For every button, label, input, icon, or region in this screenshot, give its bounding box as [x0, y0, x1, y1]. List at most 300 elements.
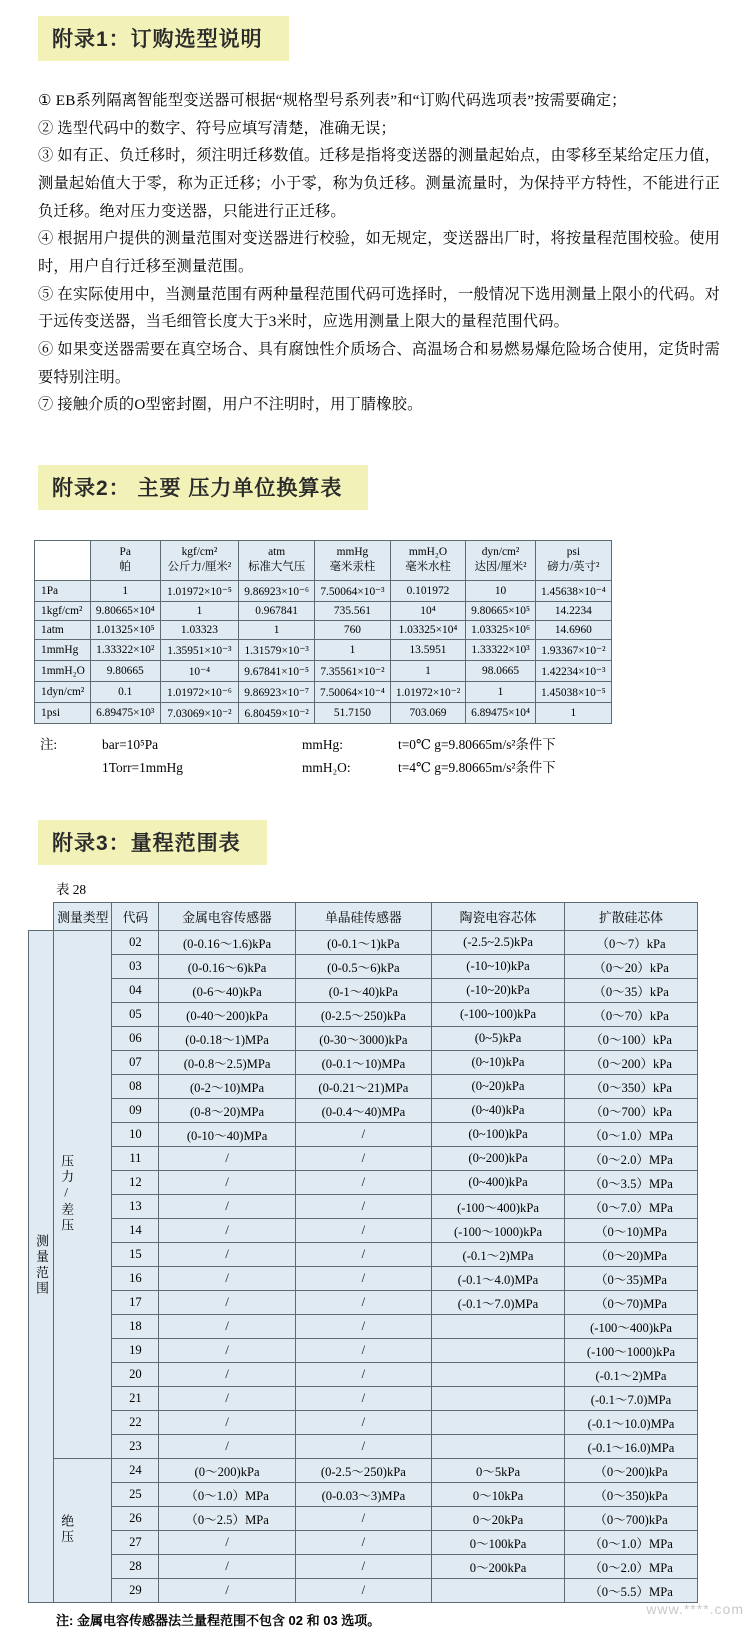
- cell: 1.31579×10⁻³: [239, 639, 315, 660]
- cell-code: 17: [112, 1290, 159, 1314]
- cell-code: 27: [112, 1530, 159, 1554]
- header-line1: atm: [268, 545, 286, 558]
- table-row: [29, 1482, 698, 1506]
- cell-ceramic: (-100～1000)kPa: [432, 1218, 565, 1242]
- cell-code: 26: [112, 1506, 159, 1530]
- cell-metal: /: [159, 1362, 295, 1386]
- cell-diffused: （0～700)kPa: [565, 1506, 698, 1530]
- cell-diffused: （0～200)kPa: [565, 1458, 698, 1482]
- table-row: [29, 1554, 698, 1578]
- appendix2-heading-wrap: [0, 419, 754, 510]
- cell: 1.03325×10⁶: [466, 620, 536, 639]
- appendix1-paragraph: ⑦ 接触介质的O型密封圈，用户不注明时，用丁腈橡胶。: [38, 396, 423, 414]
- cell: 1: [90, 580, 160, 601]
- cell-diffused: （0～5.5）MPa: [565, 1578, 698, 1602]
- cell: 1.01972×10⁻²: [390, 681, 465, 702]
- cell-ceramic: (0~100)kPa: [432, 1122, 565, 1146]
- cell: 51.7150: [315, 702, 391, 723]
- note-bar: bar=10⁵Pa: [102, 736, 159, 752]
- cell-code: 03: [112, 954, 159, 978]
- cell-mono: (0-0.4～40)MPa: [295, 1098, 431, 1122]
- cell-metal: (0～200)kPa: [159, 1458, 295, 1482]
- cell-code: 25: [112, 1482, 159, 1506]
- cell: 0.101972: [390, 580, 465, 601]
- appendix1-heading-wrap: [0, 0, 754, 61]
- cell-diffused: (-100～1000)kPa: [565, 1338, 698, 1362]
- pressure-unit-conversion-table: [34, 540, 612, 724]
- cell-code: 28: [112, 1554, 159, 1578]
- table-row: [29, 1146, 698, 1170]
- cell: 6.89475×10³: [90, 702, 160, 723]
- cell-code: 09: [112, 1098, 159, 1122]
- table-row: [29, 1458, 698, 1482]
- cell-diffused: （0～70)MPa: [565, 1290, 698, 1314]
- cell-code: 24: [112, 1458, 159, 1482]
- table-row: [29, 1338, 698, 1362]
- cell-ceramic: [432, 1362, 565, 1386]
- cell-ceramic: 0～200kPa: [432, 1554, 565, 1578]
- note-label: [40, 756, 102, 779]
- cell-code: 22: [112, 1410, 159, 1434]
- cell: 0.1: [90, 681, 160, 702]
- cell-mono: /: [295, 1266, 431, 1290]
- appendix3-heading: 附录3：量程范围表: [38, 820, 267, 865]
- table-row: [35, 580, 612, 601]
- note-row: [40, 733, 754, 756]
- cell: 1: [535, 702, 611, 723]
- cell-mono: /: [295, 1314, 431, 1338]
- cell-diffused: （0～20)MPa: [565, 1242, 698, 1266]
- cell-ceramic: (-0.1～7.0)MPa: [432, 1290, 565, 1314]
- cell-mono: /: [295, 1362, 431, 1386]
- cell-code: 11: [112, 1146, 159, 1170]
- cell: 7.50064×10⁻³: [315, 580, 391, 601]
- subgroup-label-absolute-pressure: [54, 1458, 112, 1602]
- table-row: [29, 1218, 698, 1242]
- cell-diffused: （0～35)MPa: [565, 1266, 698, 1290]
- group-label-measuring-range: [29, 930, 54, 1602]
- header-line1: psi: [566, 545, 580, 558]
- cell: 10: [466, 580, 536, 601]
- cell: 1.33322×10³: [466, 639, 536, 660]
- cell-metal: /: [159, 1266, 295, 1290]
- cell: 1.45038×10⁻⁵: [535, 681, 611, 702]
- cell: 1: [390, 660, 465, 681]
- header-line1: Pa: [119, 545, 131, 558]
- cell-mono: (0-2.5～250)kPa: [295, 1458, 431, 1482]
- cell-metal: (0-2～10)MPa: [159, 1074, 295, 1098]
- cell-metal: /: [159, 1194, 295, 1218]
- cell: 1: [315, 639, 391, 660]
- cell-mono: /: [295, 1530, 431, 1554]
- cell-mono: (0-1～40)kPa: [295, 978, 431, 1002]
- cell-diffused: （0～1.0）MPa: [565, 1530, 698, 1554]
- note-torr: 1Torr=1mmHg: [102, 760, 183, 776]
- cell-diffused: (-0.1～10.0)MPa: [565, 1410, 698, 1434]
- cell: 1.03325×10⁴: [390, 620, 465, 639]
- cell-mono: (0-2.5～250)kPa: [295, 1002, 431, 1026]
- header-cell-kgfcm2: [160, 540, 239, 580]
- cell: 9.80665×10⁴: [90, 601, 160, 620]
- header-metal-capacitive-sensor: 金属电容传感器: [159, 902, 295, 930]
- header-line2: 达因/厘米²: [474, 561, 527, 574]
- header-code: 代码: [112, 902, 159, 930]
- note-condition: t=4℃ g=9.80665m/s²条件下: [398, 760, 556, 776]
- appendix1-paragraph: ③ 如有正、负迁移时，须注明迁移数值。迁移是指将变送器的测量起始点，由零移至某给定压力值，测量起始值大于零，称为正迁移；小于零，称为负迁移。测量流量时，为保持平方特性，不能进行正负迁移。绝对压力变送器，只能进行正迁移。: [38, 147, 720, 220]
- header-cell-dyncm2: [466, 540, 536, 580]
- cell-mono: /: [295, 1122, 431, 1146]
- cell-mono: /: [295, 1554, 431, 1578]
- cell: 0.967841: [239, 601, 315, 620]
- cell: 9.80665: [90, 660, 160, 681]
- cell-metal: /: [159, 1386, 295, 1410]
- cell-ceramic: (0~40)kPa: [432, 1098, 565, 1122]
- cell: 10⁴: [390, 601, 465, 620]
- cell-mono: /: [295, 1290, 431, 1314]
- header-cell-mmhg: [315, 540, 391, 580]
- table-row: [29, 1530, 698, 1554]
- cell-mono: (0-0.5～6)kPa: [295, 954, 431, 978]
- cell-code: 13: [112, 1194, 159, 1218]
- cell: 1.45638×10⁻⁴: [535, 580, 611, 601]
- table-row: [29, 1098, 698, 1122]
- table-row: [29, 1362, 698, 1386]
- table-row: [29, 1386, 698, 1410]
- cell: 1.03323: [160, 620, 239, 639]
- cell-code: 02: [112, 930, 159, 954]
- row-label: 1dyn/cm²: [35, 681, 91, 702]
- table-row: [35, 681, 612, 702]
- cell-code: 14: [112, 1218, 159, 1242]
- cell-metal: /: [159, 1170, 295, 1194]
- cell: 1.93367×10⁻²: [535, 639, 611, 660]
- appendix1-body: [0, 61, 754, 419]
- cell-metal: /: [159, 1434, 295, 1458]
- appendix1-paragraph: ⑤ 在实际使用中，当测量范围有两种量程范围代码可选择时，一般情况下选用测量上限小的代码。对于远传变送器，当毛细管长度大于3米时，应选用测量上限大的量程范围代码。: [38, 285, 720, 331]
- cell-ceramic: (0~200)kPa: [432, 1146, 565, 1170]
- cell-mono: /: [295, 1578, 431, 1602]
- cell-diffused: (-0.1～7.0)MPa: [565, 1386, 698, 1410]
- table-row: [29, 978, 698, 1002]
- header-cell-atm: [239, 540, 315, 580]
- cell: 6.80459×10⁻²: [239, 702, 315, 723]
- table-header-row: [35, 540, 612, 580]
- header-line1: mmHg: [336, 545, 369, 558]
- cell-diffused: （0～1.0）MPa: [565, 1122, 698, 1146]
- appendix1-paragraph: ⑥ 如果变送器需要在真空场合、具有腐蚀性介质场合、高温场合和易燃易爆危险场合使用，定货时需要特别注明。: [38, 340, 720, 386]
- cell-ceramic: [432, 1314, 565, 1338]
- header-line2: 帕: [119, 561, 131, 574]
- cell-metal: /: [159, 1290, 295, 1314]
- cell-code: 05: [112, 1002, 159, 1026]
- cell-code: 29: [112, 1578, 159, 1602]
- cell-metal: （0～1.0）MPa: [159, 1482, 295, 1506]
- note-unit: mmHg:: [302, 736, 343, 752]
- cell: 7.35561×10⁻²: [315, 660, 391, 681]
- table-row: [35, 601, 612, 620]
- table-row: [29, 1122, 698, 1146]
- header-ceramic-capacitive-core: 陶瓷电容芯体: [432, 902, 565, 930]
- table-row: [35, 639, 612, 660]
- conversion-notes: [0, 724, 754, 780]
- row-label: 1atm: [35, 620, 91, 639]
- cell: 14.6960: [535, 620, 611, 639]
- table-row: [29, 1050, 698, 1074]
- appendix1-heading: 附录1：订购选型说明: [38, 16, 289, 61]
- cell-ceramic: [432, 1578, 565, 1602]
- cell-mono: /: [295, 1170, 431, 1194]
- table-row: [29, 1578, 698, 1602]
- table-header-row: [29, 902, 698, 930]
- cell: 9.67841×10⁻⁵: [239, 660, 315, 681]
- table-row: [29, 1314, 698, 1338]
- appendix3-heading-wrap: [0, 780, 754, 865]
- cell-mono: (0-0.03～3)MPa: [295, 1482, 431, 1506]
- cell-metal: (0-6～40)kPa: [159, 978, 295, 1002]
- cell: 7.50064×10⁻⁴: [315, 681, 391, 702]
- note-row: [40, 756, 754, 779]
- cell-diffused: （0～700）kPa: [565, 1098, 698, 1122]
- cell-ceramic: [432, 1386, 565, 1410]
- header-monosilicon-sensor: 单晶硅传感器: [295, 902, 431, 930]
- cell-metal: /: [159, 1530, 295, 1554]
- table-row: [29, 1506, 698, 1530]
- cell-mono: /: [295, 1506, 431, 1530]
- cell-ceramic: (0~400)kPa: [432, 1170, 565, 1194]
- cell: 14.2234: [535, 601, 611, 620]
- cell-diffused: (-100～400)kPa: [565, 1314, 698, 1338]
- cell: 13.5951: [390, 639, 465, 660]
- cell-code: 12: [112, 1170, 159, 1194]
- cell-mono: /: [295, 1146, 431, 1170]
- subgroup-label-text: 绝压: [59, 1514, 74, 1546]
- cell-diffused: （0～2.0）MPa: [565, 1554, 698, 1578]
- subgroup-label-pressure-differential: [54, 930, 112, 1458]
- cell-code: 19: [112, 1338, 159, 1362]
- cell-code: 08: [112, 1074, 159, 1098]
- range-table-footnote: 注: 金属电容传感器法兰量程范围不包含 02 和 03 选项。: [56, 1612, 381, 1628]
- cell-ceramic: (-10~10)kPa: [432, 954, 565, 978]
- cell: 9.86923×10⁻⁶: [239, 580, 315, 601]
- cell-mono: /: [295, 1242, 431, 1266]
- cell-diffused: （0～350)kPa: [565, 1482, 698, 1506]
- cell-ceramic: (-0.1～4.0)MPa: [432, 1266, 565, 1290]
- cell-mono: /: [295, 1338, 431, 1362]
- cell-code: 04: [112, 978, 159, 1002]
- cell-diffused: （0～20）kPa: [565, 954, 698, 978]
- cell-metal: （0～2.5）MPa: [159, 1506, 295, 1530]
- cell-diffused: （0～2.0）MPa: [565, 1146, 698, 1170]
- cell-code: 21: [112, 1386, 159, 1410]
- row-label: 1mmH₂O: [35, 660, 91, 681]
- header-line2: 毫米水柱: [405, 561, 451, 574]
- cell-ceramic: [432, 1338, 565, 1362]
- cell-metal: (0-0.8～2.5)MPa: [159, 1050, 295, 1074]
- cell-metal: /: [159, 1314, 295, 1338]
- cell-diffused: （0～350）kPa: [565, 1074, 698, 1098]
- table-row: [29, 1242, 698, 1266]
- cell: 1.01972×10⁻⁶: [160, 681, 239, 702]
- cell-ceramic: 0～20kPa: [432, 1506, 565, 1530]
- cell-mono: (0-30～3000)kPa: [295, 1026, 431, 1050]
- row-label: 1kgf/cm²: [35, 601, 91, 620]
- header-line1: dyn/cm²: [481, 545, 520, 558]
- row-label: 1psi: [35, 702, 91, 723]
- cell: 1: [239, 620, 315, 639]
- cell-ceramic: [432, 1410, 565, 1434]
- cell-mono: /: [295, 1410, 431, 1434]
- cell-metal: /: [159, 1578, 295, 1602]
- cell-diffused: （0～7）kPa: [565, 930, 698, 954]
- cell: 10⁻⁴: [160, 660, 239, 681]
- group-label-text: 测量范围: [33, 1234, 48, 1298]
- appendix1-paragraph: ① EB系列隔离智能型变送器可根据“规格型号系列表”和“订购代码选项表”按需要确定；: [38, 92, 627, 109]
- table-row: [29, 1026, 698, 1050]
- cell-metal: (0-0.18～1)MPa: [159, 1026, 295, 1050]
- cell-metal: (0-10～40)MPa: [159, 1122, 295, 1146]
- row-label: 1Pa: [35, 580, 91, 601]
- cell: 1: [466, 681, 536, 702]
- cell: 6.89475×10⁴: [466, 702, 536, 723]
- cell: 1.42234×10⁻³: [535, 660, 611, 681]
- conversion-table-wrap: [0, 510, 754, 724]
- table-row: [29, 1266, 698, 1290]
- appendix1-paragraph: ④ 根据用户提供的测量范围对变送器进行校验，如无规定，变送器出厂时，将按量程范围校验。使用时，用户自行迁移至测量范围。: [38, 230, 720, 275]
- table-row: [29, 1002, 698, 1026]
- cell-diffused: （0～35）kPa: [565, 978, 698, 1002]
- cell-metal: /: [159, 1554, 295, 1578]
- cell-ceramic: (-10~20)kPa: [432, 978, 565, 1002]
- header-cell-pa: [90, 540, 160, 580]
- cell: 98.0665: [466, 660, 536, 681]
- cell-code: 10: [112, 1122, 159, 1146]
- cell-metal: /: [159, 1242, 295, 1266]
- cell-diffused: (-0.1～2)MPa: [565, 1362, 698, 1386]
- header-measure-type: 测量类型: [54, 902, 112, 930]
- watermark-text: www.****.com: [646, 1600, 744, 1617]
- table-row: [29, 954, 698, 978]
- cell: 9.80665×10⁵: [466, 601, 536, 620]
- cell: 1.01325×10⁵: [90, 620, 160, 639]
- table-row: [29, 1194, 698, 1218]
- cell-ceramic: (0~10)kPa: [432, 1050, 565, 1074]
- cell-ceramic: (-2.5~2.5)kPa: [432, 930, 565, 954]
- table-row: [29, 1434, 698, 1458]
- cell: 760: [315, 620, 391, 639]
- table-row: [35, 660, 612, 681]
- cell-code: 06: [112, 1026, 159, 1050]
- note-condition: t=0℃ g=9.80665m/s²条件下: [398, 736, 556, 752]
- cell-mono: /: [295, 1218, 431, 1242]
- cell-metal: /: [159, 1146, 295, 1170]
- cell-code: 20: [112, 1362, 159, 1386]
- table-row: [29, 1170, 698, 1194]
- cell-mono: (0-0.1～10)MPa: [295, 1050, 431, 1074]
- cell-ceramic: 0～5kPa: [432, 1458, 565, 1482]
- cell-diffused: （0～100）kPa: [565, 1026, 698, 1050]
- cell: 7.03069×10⁻²: [160, 702, 239, 723]
- cell: 1.33322×10²: [90, 639, 160, 660]
- cell-code: 18: [112, 1314, 159, 1338]
- cell-metal: (0-40～200)kPa: [159, 1002, 295, 1026]
- table-row: [29, 1074, 698, 1098]
- header-line2: 磅力/英寸²: [547, 561, 600, 574]
- cell: 1: [160, 601, 239, 620]
- cell: 1.35951×10⁻³: [160, 639, 239, 660]
- header-line2: 标准大气压: [248, 561, 306, 574]
- cell-diffused: （0～70）kPa: [565, 1002, 698, 1026]
- cell-diffused: (-0.1～16.0)MPa: [565, 1434, 698, 1458]
- cell-mono: /: [295, 1194, 431, 1218]
- cell-code: 15: [112, 1242, 159, 1266]
- subgroup-label-text: 压力/差压: [59, 1153, 74, 1235]
- cell-ceramic: (-0.1～2)MPa: [432, 1242, 565, 1266]
- cell-metal: (0-0.16～6)kPa: [159, 954, 295, 978]
- header-diffused-silicon-core: 扩散硅芯体: [565, 902, 698, 930]
- cell-mono: /: [295, 1386, 431, 1410]
- row-label: 1mmHg: [35, 639, 91, 660]
- cell-metal: /: [159, 1410, 295, 1434]
- table-row: [35, 702, 612, 723]
- header-cell-mmh2o: [390, 540, 465, 580]
- cell-ceramic: (-100~100)kPa: [432, 1002, 565, 1026]
- table-row: [29, 1410, 698, 1434]
- cell-code: 07: [112, 1050, 159, 1074]
- cell-diffused: （0～7.0）MPa: [565, 1194, 698, 1218]
- cell-mono: /: [295, 1434, 431, 1458]
- header-cell-psi: [535, 540, 611, 580]
- note-label: 注:: [40, 736, 58, 752]
- cell-diffused: （0～10)MPa: [565, 1218, 698, 1242]
- cell-ceramic: (0~5)kPa: [432, 1026, 565, 1050]
- cell-metal: (0-8～20)MPa: [159, 1098, 295, 1122]
- note-unit: mmH₂O:: [302, 760, 351, 776]
- cell-metal: /: [159, 1338, 295, 1362]
- cell-code: 16: [112, 1266, 159, 1290]
- range-table-caption: 表 28: [56, 881, 87, 897]
- cell-ceramic: (0~20)kPa: [432, 1074, 565, 1098]
- cell-mono: (0-0.1～1)kPa: [295, 930, 431, 954]
- cell-ceramic: (-100～400)kPa: [432, 1194, 565, 1218]
- header-line1: mmH₂O: [408, 545, 448, 558]
- cell-metal: (0-0.16～1.6)kPa: [159, 930, 295, 954]
- table-row: [29, 1290, 698, 1314]
- header-line1: kgf/cm²: [181, 545, 218, 558]
- cell-mono: (0-0.21～21)MPa: [295, 1074, 431, 1098]
- header-line2: 公斤力/厘米²: [167, 561, 232, 574]
- cell-code: 23: [112, 1434, 159, 1458]
- table-row: [29, 930, 698, 954]
- cell: 703.069: [390, 702, 465, 723]
- cell-ceramic: 0～10kPa: [432, 1482, 565, 1506]
- header-line2: 毫米汞柱: [329, 561, 376, 574]
- table-row: [35, 620, 612, 639]
- measuring-range-table: [28, 902, 698, 1603]
- appendix2-heading: 附录2： 主要 压力单位换算表: [38, 465, 368, 510]
- cell-ceramic: [432, 1434, 565, 1458]
- cell-diffused: （0～3.5）MPa: [565, 1170, 698, 1194]
- cell: 9.86923×10⁻⁷: [239, 681, 315, 702]
- cell-metal: /: [159, 1218, 295, 1242]
- appendix1-paragraph: ② 选型代码中的数字、符号应填写清楚，准确无误；: [38, 119, 396, 137]
- cell-ceramic: 0～100kPa: [432, 1530, 565, 1554]
- header-corner: [35, 540, 91, 580]
- cell-diffused: （0～200）kPa: [565, 1050, 698, 1074]
- cell: 735.561: [315, 601, 391, 620]
- range-table-wrap: [0, 902, 754, 1603]
- cell: 1.01972×10⁻⁵: [160, 580, 239, 601]
- header-blank-left: [29, 902, 54, 930]
